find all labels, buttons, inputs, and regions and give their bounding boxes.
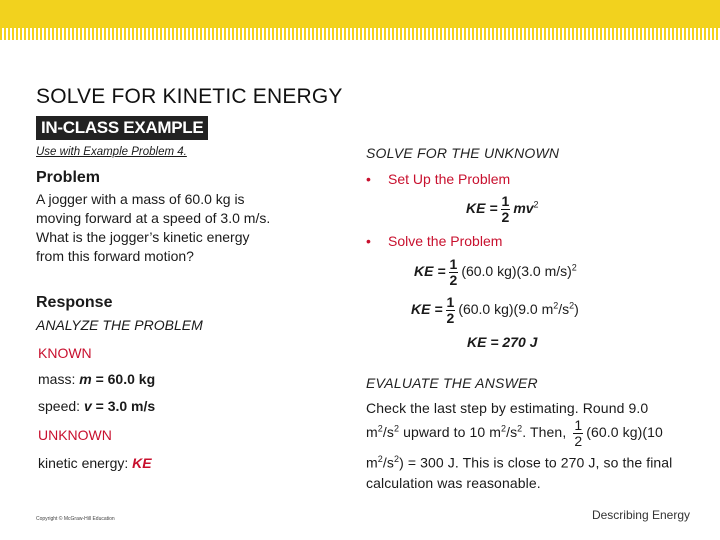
evaluate-heading: EVALUATE THE ANSWER xyxy=(366,375,538,391)
evaluate-text: Check the last step by estimating. Round 9.0 $m^2/s^2$ upward to 10 $m^2/s^2$. Then, $\frac{1}{2}$ (60.0 kg)(10 $m^2/s^2) = 300$ J. This is close to 270 J, so the final calculation was reasonable. xyxy=(366,400,673,491)
copyright: Copyright © McGraw-Hill Education xyxy=(36,516,115,522)
in-class-badge: IN-CLASS EXAMPLE xyxy=(36,116,208,140)
mass-known: mass: m = 60.0 kg xyxy=(38,371,156,387)
header-stripes xyxy=(0,28,720,40)
ke-unknown: kinetic energy: KE xyxy=(38,455,152,471)
header-bar xyxy=(0,0,720,28)
slide-title: SOLVE FOR KINETIC ENERGY xyxy=(36,85,343,108)
use-with-note: Use with Example Problem 4. xyxy=(36,146,187,158)
bullet-solve: • Solve the Problem xyxy=(366,233,503,249)
response-heading: Response xyxy=(36,294,113,311)
problem-line: A jogger with a mass of 60.0 kg is xyxy=(36,191,245,207)
problem-heading: Problem xyxy=(36,169,101,186)
problem-line: from this forward motion? xyxy=(36,248,194,264)
equation-setup: KE = $\frac{1}{2}$ $mv^2$ xyxy=(466,193,539,225)
equation-result: KE = 270 J xyxy=(467,334,538,350)
equation-substitute: KE = $\frac{1}{2}$ (60.0 kg)(3.0 m/s)$^2$ xyxy=(414,256,577,288)
known-heading: KNOWN xyxy=(38,345,92,361)
problem-line: moving forward at a speed of 3.0 m/s. xyxy=(36,210,271,226)
unknown-heading: UNKNOWN xyxy=(38,427,112,443)
bullet-setup: • Set Up the Problem xyxy=(366,171,511,187)
speed-known: speed: v = 3.0 m/s xyxy=(38,398,156,414)
analyze-heading: ANALYZE THE PROBLEM xyxy=(36,317,203,333)
equation-square: KE = $\frac{1}{2}$ (60.0 kg)(9.0 $m^2/s^2$) xyxy=(411,294,579,326)
problem-text xyxy=(36,190,270,266)
footer-topic: Describing Energy xyxy=(591,508,690,522)
problem-line: What is the jogger’s kinetic energy xyxy=(36,229,250,245)
solve-heading: SOLVE FOR THE UNKNOWN xyxy=(366,145,560,161)
